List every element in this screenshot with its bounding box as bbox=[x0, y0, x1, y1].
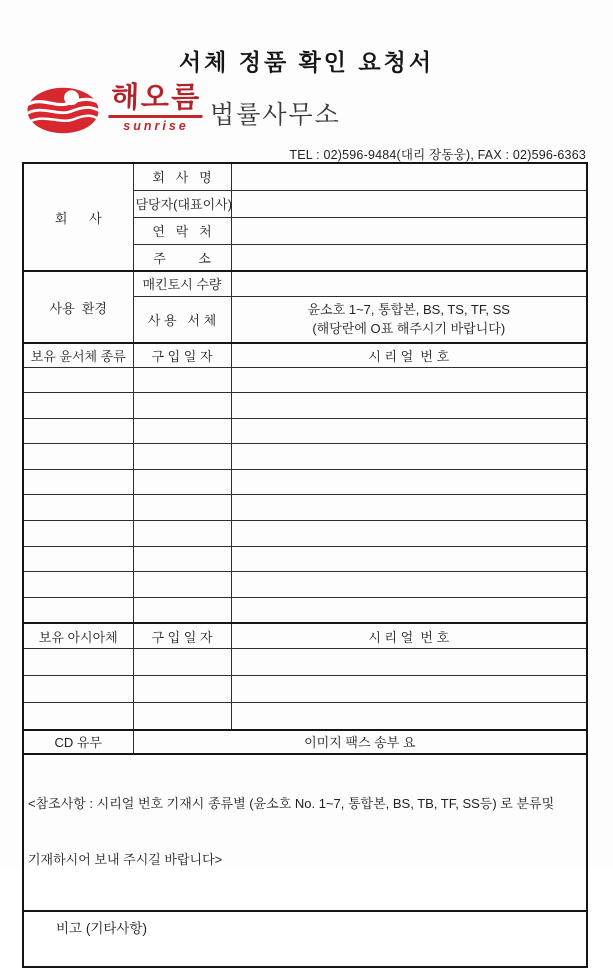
used-font-line2: (해당란에 O표 해주시기 바랍니다) bbox=[312, 321, 506, 337]
yoon-date-cell bbox=[133, 367, 231, 393]
yoon-serial-cell bbox=[231, 469, 587, 495]
brand-block bbox=[109, 84, 203, 133]
yoon-font-cell bbox=[23, 367, 133, 393]
brand-subtitle: sunrise bbox=[123, 119, 189, 133]
reference-note-line2: 기재하시어 보내 주시길 바랍니다> bbox=[28, 852, 223, 868]
company-logo bbox=[26, 84, 341, 135]
asia-serial-cell bbox=[231, 649, 587, 676]
yoon-fonts-header: 보유 윤서체 종류 bbox=[23, 343, 133, 367]
contact-line: TEL : 02)596-9484(대리 장동웅), FAX : 02)596-6363 bbox=[289, 148, 586, 162]
yoon-date-cell bbox=[133, 495, 231, 521]
address-field bbox=[231, 244, 587, 271]
yoon-serial-cell bbox=[231, 572, 587, 598]
yoon-font-cell bbox=[23, 495, 133, 521]
form-title: 서체 정품 확인 요청서 bbox=[178, 49, 435, 75]
asia-font-cell bbox=[23, 703, 133, 730]
asia-date-cell bbox=[133, 649, 231, 676]
yoon-date-cell bbox=[133, 597, 231, 623]
yoon-date-cell bbox=[133, 444, 231, 470]
used-font-value bbox=[231, 296, 587, 343]
brand-name: 해오름 bbox=[108, 84, 203, 118]
macintosh-count-field bbox=[231, 271, 587, 296]
asia-font-cell bbox=[23, 649, 133, 676]
yoon-date-cell bbox=[133, 521, 231, 547]
yoon-font-cell bbox=[23, 444, 133, 470]
remarks-field: 비고 (기타사항) bbox=[23, 911, 587, 967]
yoon-date-cell bbox=[133, 393, 231, 419]
asia-serial-header: 시 리 얼 번 호 bbox=[231, 623, 587, 649]
yoon-serial-cell bbox=[231, 367, 587, 393]
company-name-field bbox=[231, 163, 587, 190]
used-font-line1: 윤소호 1~7, 통합본, BS, TS, TF, SS bbox=[307, 301, 510, 317]
asia-serial-cell bbox=[231, 676, 587, 703]
cd-label: CD 유무 bbox=[23, 730, 133, 754]
office-name: 법률사무소 bbox=[210, 102, 341, 129]
request-form-table bbox=[22, 162, 588, 968]
yoon-date-cell bbox=[133, 418, 231, 444]
company-name-label: 회 사 명 bbox=[133, 163, 231, 190]
yoon-font-cell bbox=[23, 546, 133, 572]
environment-group-label: 사용 환경 bbox=[23, 271, 133, 343]
asia-date-cell bbox=[133, 703, 231, 730]
yoon-font-cell bbox=[23, 418, 133, 444]
yoon-serial-cell bbox=[231, 597, 587, 623]
asia-fonts-header: 보유 아시아체 bbox=[23, 623, 133, 649]
yoon-serial-cell bbox=[231, 521, 587, 547]
sunrise-logo-icon bbox=[26, 86, 100, 135]
asia-date-cell bbox=[133, 676, 231, 703]
reference-note-line1: <참조사항 : 시리얼 번호 기재시 종류별 (윤소호 No. 1~7, 통합본, BS, TB, TF, SS등) 로 분류및 bbox=[28, 795, 555, 811]
yoon-serial-cell bbox=[231, 546, 587, 572]
address-label: 주 소 bbox=[133, 244, 231, 271]
manager-label: 담당자(대표이사) bbox=[133, 190, 231, 217]
contact-label: 연 락 처 bbox=[133, 217, 231, 244]
yoon-serial-header: 시 리 얼 번 호 bbox=[231, 343, 587, 367]
company-group-label: 회 사 bbox=[23, 163, 133, 271]
yoon-date-cell bbox=[133, 469, 231, 495]
yoon-serial-cell bbox=[231, 495, 587, 521]
reference-note bbox=[23, 754, 587, 911]
yoon-date-cell bbox=[133, 546, 231, 572]
used-font-label: 사 용 서 체 bbox=[133, 296, 231, 343]
contact-field bbox=[231, 217, 587, 244]
yoon-purchase-date-header: 구 입 일 자 bbox=[133, 343, 231, 367]
yoon-font-cell bbox=[23, 597, 133, 623]
yoon-date-cell bbox=[133, 572, 231, 598]
yoon-serial-cell bbox=[231, 393, 587, 419]
manager-field bbox=[231, 190, 587, 217]
macintosh-count-label: 매킨토시 수량 bbox=[133, 271, 231, 296]
yoon-font-cell bbox=[23, 572, 133, 598]
yoon-font-cell bbox=[23, 393, 133, 419]
asia-serial-cell bbox=[231, 703, 587, 730]
yoon-serial-cell bbox=[231, 444, 587, 470]
yoon-font-cell bbox=[23, 521, 133, 547]
cd-value: 이미지 팩스 송부 요 bbox=[133, 730, 587, 754]
asia-font-cell bbox=[23, 676, 133, 703]
yoon-font-cell bbox=[23, 469, 133, 495]
asia-purchase-date-header: 구 입 일 자 bbox=[133, 623, 231, 649]
yoon-serial-cell bbox=[231, 418, 587, 444]
